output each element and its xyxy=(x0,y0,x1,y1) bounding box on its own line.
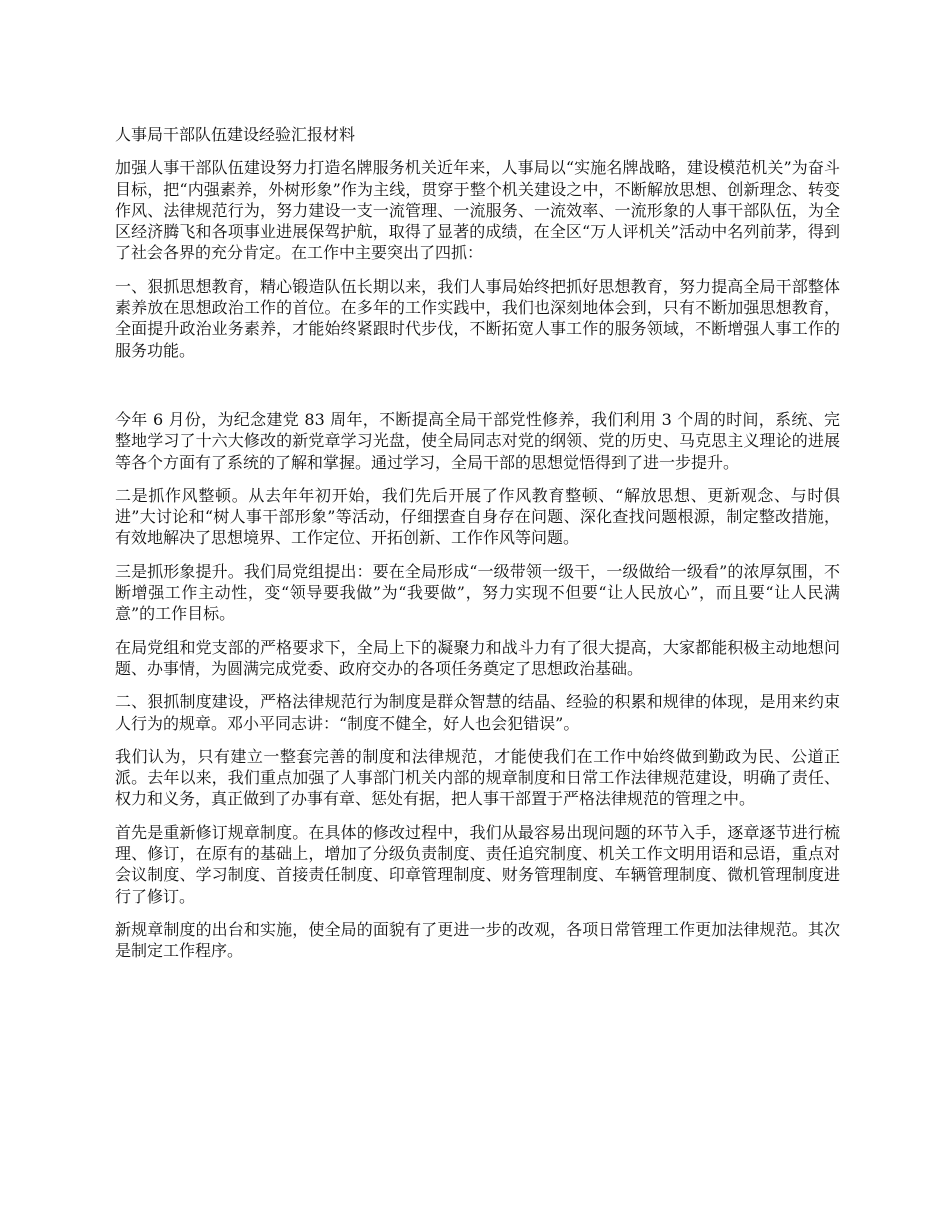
paragraph-new-rules: 新规章制度的出台和实施，使全局的面貌有了更进一步的改观，各项日常管理工作更加法律规范。其次是制定工作程序。 xyxy=(115,919,840,961)
paragraph-intro: 加强人事干部队伍建设努力打造名牌服务机关近年来，人事局以“实施名牌战略，建设模范机关”为奋斗目标，把“内强素养，外树形象”作为主线，贯穿于整个机关建设之中，不断解放思想、创新理念、转变作风、法律规范行为，努力建设一支一流管理、一流服务、一流效率、一流形象的人事干部队伍，为全区经济腾飞和各项事业进展保驾护航，取得了显著的成绩，在全区“万人评机关”活动中名列前茅，得到了社会各界的充分肯定。在工作中主要突出了四抓： xyxy=(115,158,840,263)
paragraph-revise-rules: 首先是重新修订规章制度。在具体的修改过程中，我们从最容易出现问题的环节入手，逐章逐节进行梳理、修订，在原有的基础上，增加了分级负责制度、责任追究制度、机关工作文明用语和忌语，重点对会议制度、学习制度、首接责任制度、印章管理制度、财务管理制度、车辆管理制度、微机管理制度进行了修订。 xyxy=(115,822,840,906)
paragraph-regulations: 我们认为，只有建立一整套完善的制度和法律规范，才能使我们在工作中始终做到勤政为民、公道正派。去年以来，我们重点加强了人事部门机关内部的规章制度和日常工作法律规范建设，明确了责任、权力和义务，真正做到了办事有章、惩处有据，把人事干部置于严格法律规范的管理之中。 xyxy=(115,746,840,809)
paragraph-section-2: 二、狠抓制度建设，严格法律规范行为制度是群众智慧的结晶、经验的积累和规律的体现，是用来约束人行为的规章。邓小平同志讲：“制度不健全，好人也会犯错误”。 xyxy=(115,692,840,733)
paragraph-party-study: 今年 6 月份，为纪念建党 83 周年，不断提高全局干部党性修养，我们利用 3 个周的时间，系统、完整地学习了十六大修改的新党章学习光盘，使全局同志对党的纲领、党的历史、马克思主义理论的进展等各个方面有了系统的了解和掌握。通过学习，全局干部的思想觉悟得到了进一步提升。 xyxy=(115,409,840,472)
document-page xyxy=(115,124,840,974)
paragraph-section-1: 一、狠抓思想教育，精心锻造队伍长期以来，我们人事局始终把抓好思想教育，努力提高全局干部整体素养放在思想政治工作的首位。在多年的工作实践中，我们也深刻地体会到，只有不断加强思想教育，全面提升政治业务素养，才能始终紧跟时代步伐，不断拓宽人事工作的服务领域，不断增强人事工作的服务功能。 xyxy=(115,276,840,360)
document-title: 人事局干部队伍建设经验汇报材料 xyxy=(115,125,356,144)
paragraph-image-improvement: 三是抓形象提升。我们局党组提出：要在全局形成“一级带领一级干，一级做给一级看”的浓厚氛围，不断增强工作主动性，变“领导要我做”为“我要做”，努力实现不但要“让人民放心”，而且要“让人民满意”的工作目标。 xyxy=(115,561,840,624)
paragraph-cohesion: 在局党组和党支部的严格要求下，全局上下的凝聚力和战斗力有了很大提高，大家都能积极主动地想问题、办事情，为圆满完成党委、政府交办的各项任务奠定了思想政治基础。 xyxy=(115,637,840,678)
paragraph-style-rectification: 二是抓作风整顿。从去年年初开始，我们先后开展了作风教育整顿、“解放思想、更新观念、与时俱进”大讨论和“树人事干部形象”等活动，仔细摆查自身存在问题、深化查找问题根源，制定整改措施，有效地解决了思想境界、工作定位、开拓创新、工作作风等问题。 xyxy=(115,485,840,548)
